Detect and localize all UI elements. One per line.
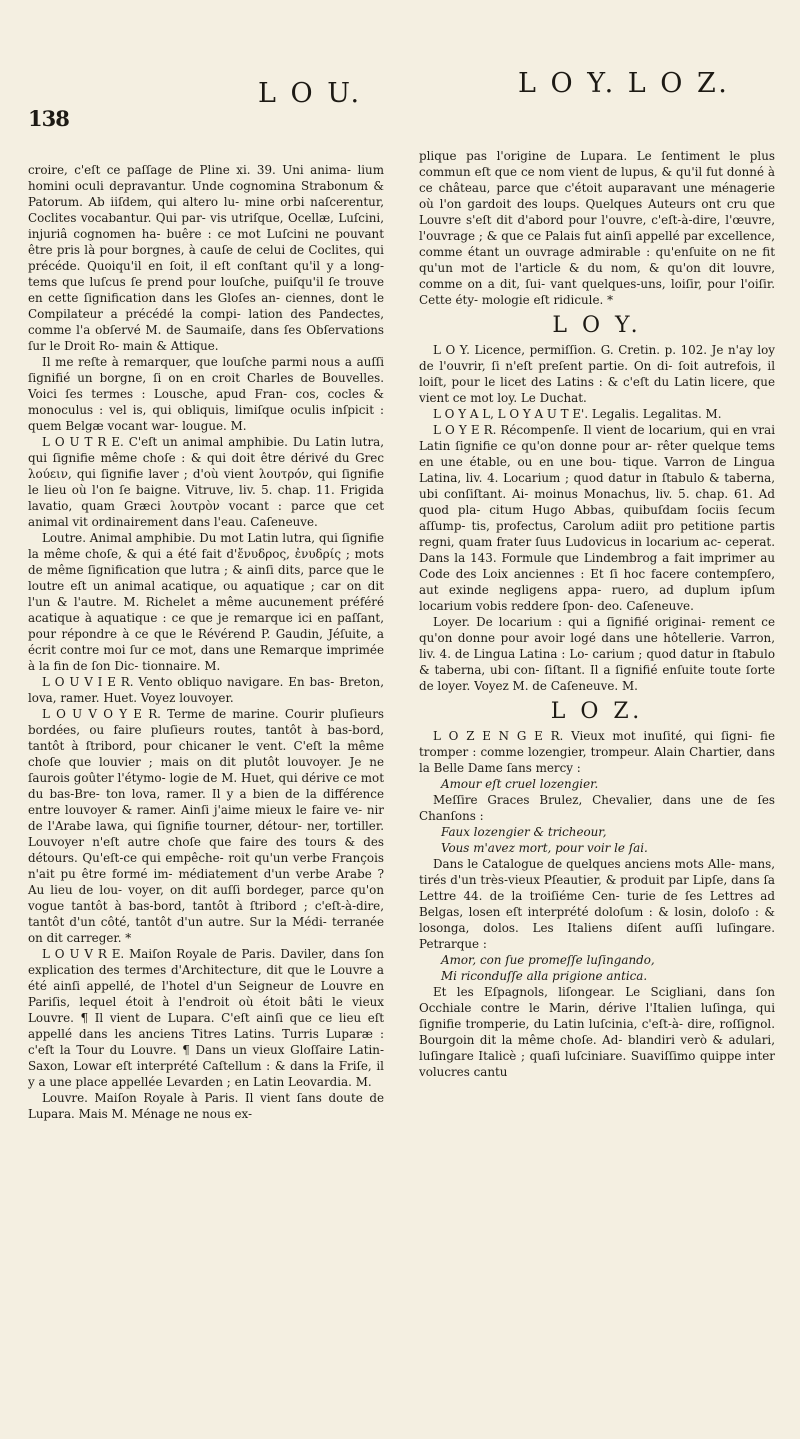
entry-louvre: L O U V R E. Maiſon Royale de Paris. Daviler, dans ſon explication des termes d'Architecture, dit que le Louvre a été ainſi appellé, de l'hotel d'un Seigneur de Louvre en Pariſis, lequel étoit à l'endroit où étoit bâti le vieux Louvre. ¶ Il vient de Lupara. C'eſt ainſi que ce lieu eſt appellé dans les anciens Titres Latins. Turris Luparæ : c'eſt la Tour du Louvre. ¶ Dans un vieux Gloſſaire Latin- Saxon, Lowar eſt interprété Caſtellum : & dans la Friſe, il y a une place appellée Levarden ; en Latin Leovardia. M. (28, 947, 384, 1089)
paragraph: Meſſire Graces Brulez, Chevalier, dans une de ſes Chanſons : (419, 793, 775, 823)
entry-louvier: L O U V I E R. Vento obliquo navigare. En bas- Breton, lova, ramer. Huet. Voyez louvoyer. (28, 675, 384, 705)
section-heading-loz: L O Z. (550, 699, 644, 724)
page-number: 138 (28, 106, 69, 131)
entry-loy: L O Y. Licence, permiſſion. G. Cretin. p. 102. Je n'ay loy de l'ouvrir, ſi n'eſt preſent partie. On di- ſoit autrefois, il loiſt, pour le licet des Latins : & c'eſt du Latin licere, que vient ce mot loy. Le Duchat. (419, 343, 775, 405)
entry-louvoyer: L O U V O Y E R. Terme de marine. Courir pluſieurs bordées, ou faire pluſieurs routes, tantôt à bas-bord, tantôt à ſtribord, pour chicaner le vent. C'eſt la même choſe que louvier ; mais on dit plutôt louvoyer. Je ne ſaurois goûter l'étymo- logie de M. Huet, qui dérive ce mot du bas-Bre- ton lova, ramer. Il y a bien de la différence entre louvoyer & ramer. Ainſi j'aime mieux le faire ve- nir de l'Arabe lawa, qui ſignifie tourner, détour- ner, tortiller. Louvoyer n'eſt autre choſe que faire des tours & des détours. Qu'eſt-ce qui empêche- roit qu'un verbe François n'ait pu être formé im- médiatement d'un verbe Arabe ? Au lieu de lou- voyer, on dit auſſi bordeger, parce qu'on vogue tantôt à bas-bord, tantôt à ſtribord ; c'eſt-à-dire, tantôt d'un côté, tantôt d'un autre. Sur la Médi- terranée on dit carreger. * (28, 707, 384, 945)
section-heading-loy: L O Y. (552, 313, 642, 338)
paragraph: Il me reſte à remarquer, que louſche parmi nous a auſſi ſignifié un borgne, ſi on en croit Charles de Bouvelles. Voici ſes termes : Lousche, apud Fran- cos, cocles & monoculus : vel is, qui obliquis, limiſque oculis inſpicit : quem Belgæ vocant war- lougue. M. (28, 355, 384, 433)
verse-line: Vous m'avez mort, pour voir le ſai. (441, 841, 648, 855)
right-column (419, 148, 775, 1080)
entry-loutre: L O U T R E. C'eſt un animal amphibie. Du Latin lutra, qui ſignifie même choſe : & qui doit être dérivé du Grec λούειν, qui ſignifie laver ; d'où vient λουτρόν, qui ſignifie le lieu où l'on ſe baigne. Vitruve, liv. 5. chap. 11. Frigida lavatio, quam Græci λουτρὸν vocant : parce que cet animal vit ordinairement dans l'eau. Caſeneuve. (28, 435, 384, 529)
running-header (28, 68, 778, 131)
entry-lozenger: L O Z E N G E R. Vieux mot inuſité, qui ſigni- fie tromper : comme lozengier, trompeur. Alain Chartier, dans la Belle Dame ſans mercy : (419, 729, 775, 775)
paragraph: croire, c'eſt ce paſſage de Pline xi. 39. Uni anima- lium homini oculi depravantur. Unde cognomina Strabonum & Patorum. Ab iiſdem, qui altero lu- mine orbi naſcerentur, Coclites vocabantur. Qui par- vis utriſque, Ocellæ, Luſcini, injuriâ cognomen ha- buêre : ce mot Luſcini ne pouvant être pris là pour borgnes, à cauſe de celui de Coclites, qui précéde. Quoiqu'il en ſoit, il eſt conſtant qu'il y a long- tems que luſcus ſe prend pour louſche, puiſqu'il ſe trouve en cette ſignification dans les Gloſes an- ciennes, dont le Compilateur a précédé la compi- lation des Pandectes, comme l'a obſervé M. de Saumaiſe, dans ſes Obſervations ſur le Droit Ro- main & Attique. (28, 163, 384, 353)
paragraph: Et les Eſpagnols, liſongear. Le Scigliani, dans ſon Occhiale contre le Marin, dérive l'Italien luſinga, qui ſignifie tromperie, du Latin luſcinia, c'eſt-à- dire, roſſignol. Bourgoin dit la même choſe. Ad- blandiri verò & adulari, luſingare Italicè ; quaſi luſciniare. Suaviſſimo quippe inter volucres cantu (419, 985, 775, 1079)
paragraph: Dans le Catalogue de quelques anciens mots Alle- mans, tirés d'un très-vieux Pſeautier, & produit par Lipſe, dans ſa Lettre 44. de la troiſiéme Cen- turie de ſes Lettres ad Belgas, losen eſt interprété doloſum : & losin, doloſo : & losonga, dolos. Les Italiens diſent auſſi luſingare. Petrarque : (419, 857, 775, 951)
verse-line: Faux lozengier & tricheour, (441, 825, 607, 839)
entry-louvre-2: Louvre. Maiſon Royale à Paris. Il vient ſans doute de Lupara. Mais M. Ménage ne nous ex- (28, 1091, 384, 1121)
right-running-title: L O Y. L O Z. (518, 68, 730, 99)
verse-line: Amor, con ſue promeſſe luſingando, (441, 953, 655, 967)
entry-loyal: L O Y A L, L O Y A U T E'. Legalis. Legalitas. M. (433, 407, 722, 421)
entry-loyer-2: Loyer. De locarium : qui a ſignifié originai- rement ce qu'on donne pour avoir logé dans une hôtellerie. Varron, liv. 4. de Lingua Latina : Lo- carium ; quod datur in ſtabulo & taberna, ubi con- ſiſtant. Il a ſignifié enſuite toute ſorte de loyer. Voyez M. de Caſeneuve. M. (419, 615, 775, 693)
verse-line: Amour eſt cruel lozengier. (441, 777, 599, 791)
entry-loyer: L O Y E R. Récompenſe. Il vient de locarium, qui en vrai Latin ſignifie ce qu'on donne pour ar- rêter quelque tems en une étable, ou en une bou- tique. Varron de Lingua Latina, liv. 4. Locarium ; quod datur in ſtabulo & taberna, ubi conſiſtant. Ai- moinus Monachus, liv. 5. chap. 61. Ad quod pla- citum Hugo Abbas, quibuſdam ſociis ſecum aſſump- tis, profectus, Carolum adiit pro petitione partis regni, quam frater ſuus Ludovicus in locarium ac- ceperat. Dans la 143. Formule que Lindembrog a fait imprimer au Code des Loix anciennes : Et ſi hoc facere contempſero, aut exinde negligens appa- ruero, ad duplum ipſum locarium vobis reddere ſpon- deo. Caſeneuve. (419, 423, 775, 613)
left-column (28, 162, 384, 1122)
verse-line: Mi riconduſſe alla prigione antica. (441, 969, 648, 983)
paragraph: plique pas l'origine de Lupara. Le ſentiment le plus commun eſt que ce nom vient de lupus, & qu'il fut donné à ce château, parce que c'étoit auparavant une ménagerie où l'on gardoit des loups. Quelques Auteurs ont cru que Louvre s'eſt dit d'abord pour l'ouvre, c'eſt-à-dire, l'œuvre, l'ouvrage ; & que ce Palais fut ainſi appellé par excellence, comme étant un ouvrage admirable : qu'enſuite on ne fit qu'un mot de l'article & du nom, & qu'on dit louvre, comme on a dit, ſui- vant quelques-uns, loiſir, pour l'oiſir. Cette éty- mologie eſt ridicule. * (419, 149, 775, 307)
entry-loutre-2: Loutre. Animal amphibie. Du mot Latin lutra, qui ſignifie la même choſe, & qui a été fait d'ἔνυδρος, ἐνυδρίς ; mots de même ſignification que lutra ; & ainſi dits, parce que le loutre eſt un animal acatique, ou aquatique ; car on dit l'un & l'autre. M. Richelet a même aucunement préféré acatique à aquatique : ce que je remarque ici en paſſant, pour répondre à ce que le Révérend P. Gaudin, Jéſuite, a écrit contre moi ſur ce mot, dans une Remarque imprimée à la fin de ſon Dic- tionnaire. M. (28, 531, 384, 673)
left-running-title: L O U. (258, 78, 363, 109)
